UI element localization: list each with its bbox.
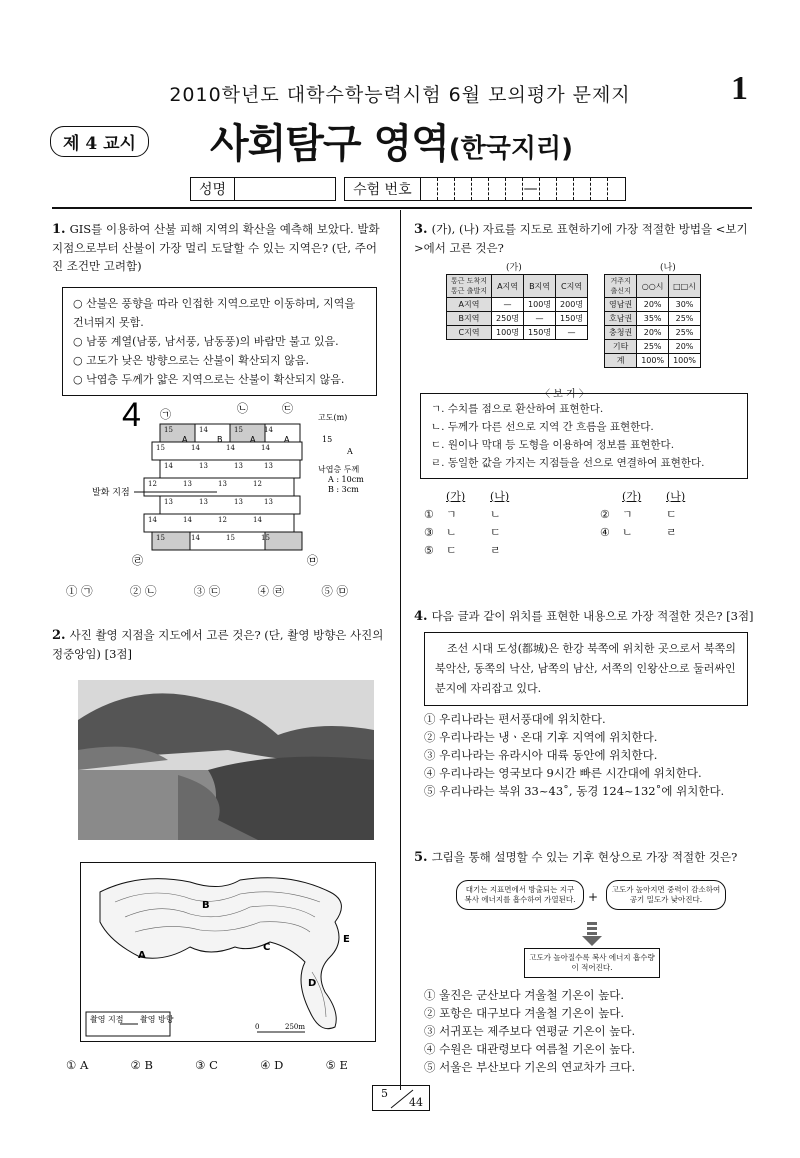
option[interactable]: ① 울진은 군산보다 겨울철 기온이 높다. [424, 988, 625, 1002]
choice[interactable]: ③ ㉢ [193, 584, 221, 598]
footer-page: 5 [381, 1087, 388, 1100]
origin-label: 발화 지점 [92, 488, 130, 498]
choice[interactable]: ③ C [195, 1058, 218, 1072]
q3-answers: (가) (나) (가) (나) ① ㄱ ㄴ ② ㄱ ㄷ ③ ㄴ ㄷ ④ ㄴ ㄹ ⑤ ㄷ ㄹ [424, 488, 754, 560]
col-header: □□시 [669, 275, 701, 298]
option[interactable]: ② 포항은 대구보다 겨울철 기온이 높다. [424, 1006, 625, 1020]
exam-number-label: 수험 번호 [345, 178, 421, 200]
svg-text:15: 15 [156, 444, 165, 452]
answer-row: ③ ㄴ ㄷ ④ ㄴ ㄹ [424, 526, 677, 539]
svg-text:14: 14 [199, 426, 208, 434]
svg-text:13: 13 [218, 480, 227, 488]
subject-main: 사회탐구 영역 [210, 121, 449, 167]
col-header: C지역 [556, 275, 588, 298]
svg-text:A: A [250, 435, 256, 444]
svg-text:14: 14 [148, 516, 157, 524]
scale-label: 250m [285, 1023, 305, 1031]
table-row: A지역 — 100명 200명 [447, 298, 588, 312]
marker-1: ㉠ [160, 408, 171, 421]
q1-text: GIS를 이용하여 산불 피해 지역의 확산을 예측해 보았다. 발화 지점으로부터 산불이 가장 멀리 도달할 수 있는 지역은? (단, 주어진 조건만 고려함) [52, 222, 380, 273]
column-divider [400, 210, 401, 1090]
q3-text: (가), (나) 자료를 지도로 표현하기에 가장 적절한 방법을 <보기>에서 고른 것은? [414, 222, 748, 255]
choice[interactable]: ④ D [260, 1058, 284, 1072]
choice[interactable]: ① ㉠ [66, 584, 93, 598]
svg-text:14: 14 [191, 444, 200, 452]
option[interactable]: ③ 우리나라는 유라시아 대륙 동안에 위치한다. [424, 748, 658, 762]
legend-15: 15 [322, 435, 333, 444]
svg-text:15: 15 [234, 426, 243, 434]
name-blank[interactable] [235, 178, 335, 200]
legend-dir: 촬영 방향 [140, 1015, 174, 1024]
svg-text:15: 15 [164, 426, 173, 434]
col-header: B지역 [524, 275, 556, 298]
question-2 [52, 626, 387, 663]
answer-row: ⑤ ㄷ ㄹ [424, 544, 501, 557]
q1-conditions [62, 287, 377, 396]
subject-title [210, 112, 573, 169]
svg-text:13: 13 [234, 498, 243, 506]
q4-text: 다음 글과 같이 위치를 표현한 내용으로 가장 적절한 것은? [3점] [431, 609, 754, 623]
na-header-bot: 출신지 [610, 287, 631, 295]
map-point-b: B [202, 900, 210, 911]
q3-number: 3. [414, 222, 428, 237]
table-row: 기타 25% 20% [605, 340, 701, 354]
map-point-c: C [263, 942, 271, 953]
option[interactable]: ③ 서귀포는 제주보다 연평균 기온이 높다. [424, 1024, 636, 1038]
q3-origin-table [604, 274, 701, 368]
choice[interactable]: ⑤ ㉤ [321, 584, 348, 598]
question-3 [414, 220, 754, 257]
svg-text:13: 13 [264, 498, 273, 506]
q3-ga-label: (가) [506, 263, 522, 273]
svg-text:14: 14 [261, 444, 270, 452]
q1-choices [66, 583, 348, 599]
q2-number: 2. [52, 628, 66, 643]
q2-text: 사진 촬영 지점을 지도에서 고른 것은? (단, 촬영 방향은 사진의 정중앙임) [3점] [52, 628, 384, 661]
name-label: 성명 [191, 178, 235, 200]
option[interactable]: ② 우리나라는 냉ㆍ온대 기후 지역에 위치한다. [424, 730, 658, 744]
header-rule [52, 207, 752, 209]
q2-choices [66, 1058, 348, 1072]
svg-text:B: B [217, 435, 223, 444]
legend-a-val: A : 10cm [328, 475, 364, 484]
q3-bogi [420, 393, 748, 479]
page-number: 1 [731, 70, 748, 107]
table-row: 영남권 20% 30% [605, 298, 701, 312]
q5-plus: + [588, 890, 599, 904]
name-box [190, 177, 626, 201]
na-header-top: 거주지 [610, 277, 631, 285]
table-row: 충청권 20% 25% [605, 326, 701, 340]
table-row: 호남권 35% 25% [605, 312, 701, 326]
name-field[interactable] [190, 177, 336, 201]
legend-b-val: B : 3cm [328, 485, 359, 494]
q1-condition: ○ 낙엽층 두께가 얇은 지역으로는 산불이 확산되지 않음. [73, 373, 345, 386]
svg-text:13: 13 [264, 462, 273, 470]
svg-text:14: 14 [191, 534, 200, 542]
option[interactable]: ⑤ 우리나라는 북위 33~43˚, 동경 124~132˚에 위치한다. [424, 784, 725, 798]
question-4 [414, 607, 754, 626]
exam-number-cells[interactable]: — [421, 178, 625, 200]
legend-altitude: 고도(m) [318, 413, 348, 422]
legend-leaf: 낙엽층 두께 [318, 465, 360, 474]
exam-title: 2010학년도 대학수학능력시험 6월 모의평가 문제지 [169, 84, 631, 106]
svg-text:14: 14 [164, 462, 173, 470]
option[interactable]: ① 우리나라는 편서풍대에 위치한다. [424, 712, 606, 726]
svg-text:14: 14 [253, 516, 262, 524]
svg-text:12: 12 [253, 480, 262, 488]
q5-number: 5. [414, 850, 428, 865]
svg-text:13: 13 [234, 462, 243, 470]
down-arrow-icon [582, 922, 602, 946]
svg-text:A: A [284, 435, 290, 444]
q5-result: 고도가 높아질수록 복사 에너지 흡수량이 적어진다. [524, 948, 660, 978]
subject-sub: (한국지리) [448, 134, 573, 164]
map-point-e: E [343, 934, 350, 945]
wind-arrow-icon: 4 [122, 398, 141, 434]
choice[interactable]: ② ㉡ [129, 584, 157, 598]
q4-passage: 조선 시대 도성(都城)은 한강 북쪽에 위치한 곳으로서 북쪽의 북악산, 동쪽의 낙산, 남쪽의 남산, 서쪽의 인왕산으로 둘러싸인 분지에 자리잡고 있다. [424, 632, 748, 706]
q5-options [424, 986, 754, 1076]
choice[interactable]: ⑤ E [325, 1058, 348, 1072]
legend-spot: 촬영 지점 [90, 1015, 124, 1024]
marker-4: ㉣ [132, 554, 143, 567]
svg-text:12: 12 [148, 480, 157, 488]
svg-text:14: 14 [183, 516, 192, 524]
bogi-item: ㄹ. 동일한 값을 가지는 지점들을 선으로 연결하여 표현한다. [431, 457, 705, 469]
svg-text:13: 13 [183, 480, 192, 488]
option[interactable]: ⑤ 서울은 부산보다 기온의 연교차가 크다. [424, 1060, 636, 1074]
legend-a: A [347, 447, 353, 456]
marker-5: ㉤ [307, 554, 318, 567]
svg-text:A: A [182, 435, 188, 444]
scale-zero: 0 [255, 1023, 260, 1031]
bogi-item: ㄷ. 원이나 막대 등 도형을 이용하여 정보를 표현한다. [431, 439, 675, 451]
table-row: 계 100% 100% [605, 354, 701, 368]
svg-text:13: 13 [164, 498, 173, 506]
choice[interactable]: ① A [66, 1058, 89, 1072]
choice[interactable]: ④ ㉣ [257, 584, 285, 598]
ga-header-bot: 통근 출발지 [451, 287, 488, 295]
svg-text:15: 15 [156, 534, 165, 542]
q1-number: 1. [52, 222, 66, 237]
coast-photo [78, 680, 374, 840]
col-header: A지역 [492, 275, 524, 298]
question-5 [414, 848, 754, 867]
bogi-title: 〈 보 기 〉 [540, 389, 589, 400]
svg-text:13: 13 [199, 462, 208, 470]
map-point-a: A [138, 950, 146, 961]
bogi-item: ㄴ. 두께가 다른 선으로 지역 간 흐름을 표현한다. [431, 421, 654, 433]
q1-grid-figure [52, 398, 392, 573]
answer-row: ① ㄱ ㄴ ② ㄱ ㄷ [424, 508, 677, 521]
svg-text:12: 12 [218, 516, 227, 524]
option[interactable]: ④ 수원은 대관령보다 여름철 기온이 높다. [424, 1042, 636, 1056]
exam-number-field[interactable] [344, 177, 626, 201]
q4-options [424, 710, 754, 800]
bogi-item: ㄱ. 수치를 점으로 환산하여 표현한다. [431, 403, 604, 415]
footer-total: 44 [409, 1096, 423, 1109]
option[interactable]: ④ 우리나라는 영국보다 9시간 빠른 시간대에 위치한다. [424, 766, 702, 780]
marker-2: ㉡ [237, 402, 248, 415]
svg-text:15: 15 [226, 534, 235, 542]
svg-text:13: 13 [199, 498, 208, 506]
q5-bubble-2: 고도가 높아지면 중력이 감소하여 공기 밀도가 낮아진다. [606, 880, 726, 910]
q1-condition: ○ 남풍 계열(남풍, 남서풍, 남동풍)의 바람만 불고 있음. [73, 335, 339, 348]
question-1 [52, 220, 387, 396]
choice[interactable]: ② B [130, 1058, 153, 1072]
coast-contour-map [80, 862, 376, 1042]
svg-text:14: 14 [226, 444, 235, 452]
q5-text: 그림을 통해 설명할 수 있는 기후 현상으로 가장 적절한 것은? [431, 850, 738, 864]
svg-text:14: 14 [264, 426, 273, 434]
q4-number: 4. [414, 609, 428, 624]
q3-na-label: (나) [660, 263, 676, 273]
svg-text:15: 15 [261, 534, 270, 542]
marker-3: ㉢ [282, 402, 293, 415]
table-row: B지역 250명 — 150명 [447, 312, 588, 326]
table-row: C지역 100명 150명 — [447, 326, 588, 340]
page-footer [372, 1085, 430, 1111]
q3-commute-table [446, 274, 588, 340]
period-label: 제 4 교시 [50, 126, 149, 157]
q1-condition: ○ 산불은 풍향을 따라 인접한 지역으로만 이동하며, 지역을 건너뛰지 못함. [73, 297, 355, 329]
col-header: ○○시 [637, 275, 669, 298]
q1-condition: ○ 고도가 낮은 방향으로는 산불이 확산되지 않음. [73, 354, 309, 367]
ga-header-top: 통근 도착지 [451, 277, 488, 285]
map-point-d: D [308, 978, 317, 989]
q5-bubble-1: 대기는 지표면에서 방출되는 지구 복사 에너지를 흡수하여 가열된다. [456, 880, 584, 910]
